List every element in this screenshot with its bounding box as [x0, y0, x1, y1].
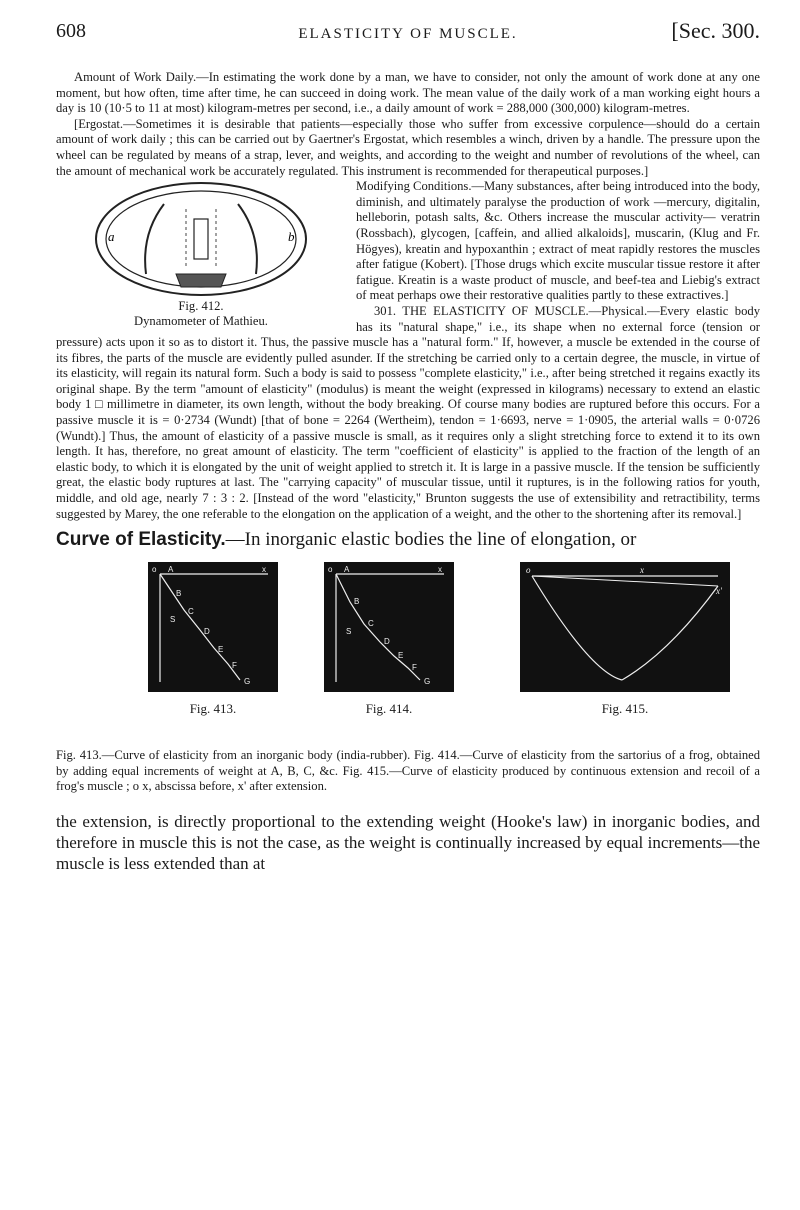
section-label: [Sec. 300. [671, 18, 760, 43]
paragraph-modifying-conditions: Modifying Conditions.—Many substances, after being introduced into the body, diminish, and ultimately paralyse the production of work —mercury, digitalin, helleborin, potash salts, &c. Others increase the muscular activity— veratrin (Rossbach), glycogen, [caffein, and allied alkaloids], muscarin, (Klug and Fr. Högyes), kreatin and hypoxanthin ; extract of meat rapidly restores the muscles after fatigue (Kobert). [Those drugs which excite muscular tissue restore it after fatigue. Kreatin is a waste product of muscle, and beef-tea and Liebig's extract of meat perhaps owe their restorative qualities partly to these extractives.] [356, 179, 760, 303]
f414-label-e: E [398, 651, 404, 661]
curve-heading-title: Curve of Elasticity. [56, 529, 226, 551]
f413-label-f: F [232, 661, 237, 671]
f414-label-c: C [368, 619, 374, 629]
figure-413 [148, 562, 278, 716]
f413-label-o: o [152, 565, 157, 575]
figure-412-label-a: a [108, 229, 115, 245]
figure-412-label-b: b [288, 229, 295, 245]
f413-label-s: S [170, 615, 176, 625]
f414-label-b: B [354, 597, 360, 607]
curve-heading-continuation: —In inorganic elastic bodies the line of elongation, or [225, 529, 637, 551]
f413-label-e: E [218, 645, 224, 655]
body-text [56, 70, 760, 874]
running-title: ELASTICITY OF MUSCLE. [298, 26, 518, 42]
figure-415-number: Fig. 415. [601, 700, 649, 716]
figure-414 [324, 562, 454, 716]
f414-label-f: F [412, 663, 417, 673]
curve-heading [56, 528, 760, 552]
figure-415-plot [520, 562, 730, 692]
f414-label-a: A [344, 565, 350, 575]
f414-label-s: S [346, 627, 352, 637]
page-number: 608 [56, 20, 86, 42]
f414-label-g: G [424, 677, 431, 687]
paragraph-ergostat: [Ergostat.—Sometimes it is desirable that patients—especially those who suffer from excessive corpulence—should do a certain amount of work daily ; this can be carried out by Gaertner's Ergostat, which resembles a winch, driven by a handle. The pressure upon the wheel can be regulated by means of a strap, lever, and weights, and according to the weight and number of revolutions of the wheel, can the amount of mechanical work be accurately regulated. This instrument is recommended for therapeutical purposes.] [56, 116, 760, 178]
figure-row-413-415 [56, 562, 760, 742]
f413-label-x: x [262, 565, 266, 575]
figure-414-plot [324, 562, 454, 692]
page-header [56, 14, 760, 54]
figures-caption: Fig. 413.—Curve of elasticity from an inorganic body (india-rubber). Fig. 414.—Curve of elasticity from the sartorius of a frog, obtained by adding equal increments of weight at A, B, C, &c. Fig. 415.—Curve of elasticity produced by continuous extension and recoil of a frog's muscle ; o x, abscissa before, x' after extension. [56, 748, 760, 794]
figure-414-number: Fig. 414. [365, 700, 413, 716]
f413-label-c: C [188, 607, 194, 617]
f415-label-xprime: x' [716, 586, 722, 597]
figure-415 [520, 562, 730, 716]
dynamometer-illustration [86, 179, 316, 299]
paragraph-hookes-law: the extension, is directly proportional to the extending weight (Hooke's law) in inorganic bodies, and therefore in muscle this is not the case, as the weight is continually increased by equal increments—the muscle is less extended than at [56, 812, 760, 873]
f414-label-d: D [384, 637, 390, 647]
paragraph-amount-of-work: Amount of Work Daily.—In estimating the work done by a man, we have to consider, not only the amount of work done at any one moment, but how often, time after time, he can succeed in doing work. The mean value of the daily work of a man working eight hours a day is 10 (10·5 to 11 at most) kilogram-metres per second, i.e., a daily amount of work = 288,000 (300,000) kilogram-metres. [56, 70, 760, 116]
f414-label-x: x [438, 565, 442, 575]
f413-label-b: B [176, 589, 182, 599]
f413-label-g: G [244, 677, 251, 687]
figure-412-number: Fig. 412. [178, 299, 224, 314]
paragraph-elasticity-of-muscle: 301. THE ELASTICITY OF MUSCLE.—Physical.—Every elastic body has its "natural shape," i.e., its shape when no external force (tension or pressure) acts upon it so as to distort it. Thus, the passive muscle has a "natural form." If, however, a muscle be extended in the course of its fibres, the parts of the muscle are evidently pulled asunder. If the stretching be carried only to a certain degree, the muscle, in virtue of its elasticity, will regain its natural form. Such a body is said to possess "complete elasticity," i.e., after being stretched it regains exactly its original shape. By the term "amount of elasticity" (modulus) is meant the weight (expressed in kilograms) necessary to extend an elastic body 1 □ millimetre in diameter, its own length, without the body breaking. Of course many bodies are ruptured before this occurs. For a passive muscle it is = 0·2734 (Wundt) [that of bone = 2264 (Wertheim), tendon = 1·6693, nerve = 1·0905, the arterial walls = 0·0726 (Wundt).] Thus, the amount of elasticity of a passive muscle is small, as it requires only a slight stretching force to extend it to its own length. It has, therefore, no great amount of elasticity. The term "coefficient of elasticity" is applied to the fraction of the length of an elastic body, to which it is elongated by the unit of weight applied to stretch it. It is large in a passive muscle. If the tension be sufficiently great, the elastic body ruptures at last. The "carrying capacity" of muscular tissue, until it ruptures, is in the following ratios for youth, middle, and old age, nearly 7 : 3 : 2. [Instead of the word "elasticity," Brunton suggests the use of extensibility and retractibility, terms suggested by Marey, the one referable to the elongation on the application of a weight, and the other to the shortening after its removal.] [56, 303, 760, 521]
figure-412 [56, 179, 346, 329]
f415-label-o: o [526, 565, 531, 576]
figure-412-title: Dynamometer of Mathieu. [134, 314, 268, 329]
figure-413-number: Fig. 413. [189, 700, 237, 716]
figure-413-plot [148, 562, 278, 692]
f415-label-x: x [640, 565, 644, 576]
f413-label-a: A [168, 565, 174, 575]
f414-label-o: o [328, 565, 333, 575]
f413-label-d: D [204, 627, 210, 637]
